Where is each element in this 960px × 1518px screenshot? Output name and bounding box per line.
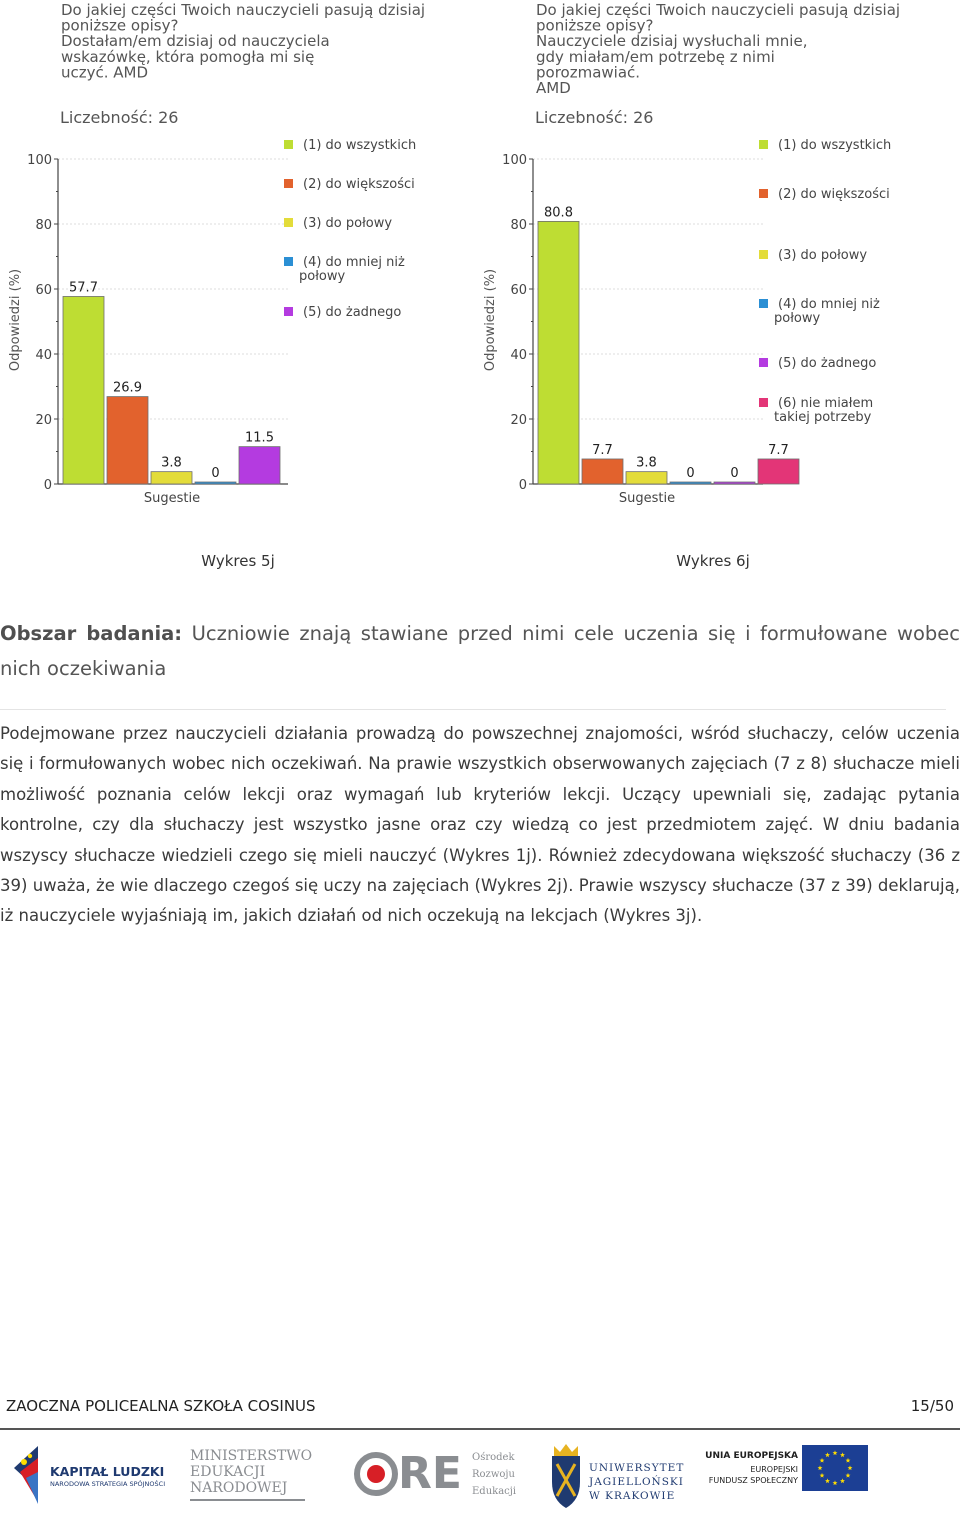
x-axis-label: Sugestie xyxy=(618,491,676,506)
men-logo xyxy=(190,1438,315,1513)
bar-1 xyxy=(538,221,579,484)
legend-swatch xyxy=(284,218,293,227)
legend-swatch xyxy=(759,358,768,367)
legend-label: takiej potrzeby xyxy=(774,410,872,425)
legend-label: połowy xyxy=(774,311,821,326)
legend-label: (4) do mniej niż xyxy=(778,297,880,312)
bar-value-label: 0 xyxy=(686,466,695,481)
chart-title-line: Do jakiej części Twoich nauczycieli pasują dzisiaj xyxy=(61,1,426,19)
y-tick-label: 20 xyxy=(35,413,52,428)
legend-label: (3) do połowy xyxy=(303,216,393,231)
legend-label: (1) do wszystkich xyxy=(778,138,892,153)
bar-value-label: 0 xyxy=(211,466,220,481)
ore-line-2: Rozwoju xyxy=(472,1469,515,1480)
footer-school-name: ZAOCZNA POLICEALNA SZKOŁA COSINUS xyxy=(6,1397,316,1415)
chart-title-line: poniższe opisy? xyxy=(61,16,179,35)
y-tick-label: 100 xyxy=(27,153,52,168)
bar-2 xyxy=(107,397,148,484)
legend-label: (5) do żadnego xyxy=(778,356,877,371)
uj-line-2: JAGIELLOŃSKI xyxy=(589,1476,684,1488)
legend-swatch xyxy=(284,140,293,149)
uj-crest-icon xyxy=(546,1438,586,1513)
bar-2 xyxy=(582,459,623,484)
chart-6j xyxy=(475,0,945,520)
bar-5 xyxy=(714,482,755,484)
y-tick-label: 40 xyxy=(35,348,52,363)
y-axis-label: Odpowiedzi (%) xyxy=(8,268,23,372)
legend-label: (1) do wszystkich xyxy=(303,138,417,153)
eu-line-1: UNIA EUROPEJSKA xyxy=(705,1451,798,1461)
footer-page-number: 15/50 xyxy=(910,1397,954,1415)
bar-value-label: 26.9 xyxy=(113,380,142,396)
legend-swatch xyxy=(284,179,293,188)
men-line-2: EDUKACJI xyxy=(190,1464,266,1480)
legend-label: (6) nie miałem xyxy=(778,396,874,411)
bar-value-label: 57.7 xyxy=(69,280,98,296)
bar-value-label: 0 xyxy=(730,466,739,481)
men-line-3: NARODOWEJ xyxy=(190,1480,288,1496)
section-heading xyxy=(0,616,960,686)
bar-value-label: 7.7 xyxy=(768,442,789,458)
chart-title-line: porozmawiać. xyxy=(536,63,641,82)
chart-6j-svg xyxy=(475,0,945,520)
uj-line-3: W KRAKOWIE xyxy=(589,1490,676,1502)
bar-3 xyxy=(626,472,667,484)
chart-title-line: wskazówkę, która pomogła mi się xyxy=(61,47,315,66)
ore-wordmark: RE xyxy=(398,1448,462,1499)
kapital-ludzki-name: KAPITAŁ LUDZKI xyxy=(50,1464,165,1479)
chart-6j-caption: Wykres 6j xyxy=(676,552,750,570)
divider xyxy=(0,709,946,710)
chart-title-line: Do jakiej części Twoich nauczycieli pasują dzisiaj xyxy=(536,1,901,19)
chart-count-label: Liczebność: 26 xyxy=(60,108,179,127)
y-tick-label: 80 xyxy=(510,218,527,233)
bar-value-label: 11.5 xyxy=(245,430,274,446)
eu-flag-icon xyxy=(802,1445,868,1491)
legend-label: (2) do większości xyxy=(303,177,415,192)
y-axis-label: Odpowiedzi (%) xyxy=(483,268,498,372)
bar-value-label: 3.8 xyxy=(636,455,657,471)
legend-swatch xyxy=(284,257,293,266)
bar-6 xyxy=(758,459,799,484)
y-tick-label: 80 xyxy=(35,218,52,233)
y-tick-label: 40 xyxy=(510,348,527,363)
y-tick-label: 0 xyxy=(43,478,52,493)
chart-title-line: uczyć. AMD xyxy=(61,63,149,82)
chart-title-line: gdy miałam/em potrzebę z nimi xyxy=(536,47,775,66)
legend-swatch xyxy=(759,398,768,407)
men-underline xyxy=(190,1499,305,1501)
bar-4 xyxy=(195,482,236,484)
footer-logos xyxy=(0,1438,960,1513)
ore-logo xyxy=(352,1438,522,1513)
men-line-1: MINISTERSTWO xyxy=(190,1448,313,1464)
y-tick-label: 20 xyxy=(510,413,527,428)
y-tick-label: 60 xyxy=(35,283,52,298)
ore-line-3: Edukacji xyxy=(472,1486,517,1497)
bar-value-label: 80.8 xyxy=(544,205,573,221)
y-tick-label: 0 xyxy=(518,478,527,493)
eu-line-3: FUNDUSZ SPOŁECZNY xyxy=(708,1476,798,1485)
chart-5j-svg xyxy=(0,0,470,520)
legend-label: (4) do mniej niż xyxy=(303,255,405,270)
legend-label: połowy xyxy=(299,269,346,284)
chart-count-label: Liczebność: 26 xyxy=(535,108,654,127)
kapital-ludzki-logo xyxy=(8,1438,173,1513)
chart-title-line: AMD xyxy=(536,79,571,97)
legend-swatch xyxy=(759,140,768,149)
kapital-ludzki-subtitle: NARODOWA STRATEGIA SPÓJNOŚCI xyxy=(50,1480,166,1488)
bar-value-label: 3.8 xyxy=(161,455,182,471)
y-tick-label: 60 xyxy=(510,283,527,298)
chart-5j-caption: Wykres 5j xyxy=(201,552,275,570)
chart-title-line: poniższe opisy? xyxy=(536,16,654,35)
bar-3 xyxy=(151,472,192,484)
legend-label: (5) do żadnego xyxy=(303,305,402,320)
y-tick-label: 100 xyxy=(502,153,527,168)
section-label: Obszar badania: xyxy=(0,622,183,645)
bar-5 xyxy=(239,447,280,484)
chart-title-line: Nauczyciele dzisiaj wysłuchali mnie, xyxy=(536,32,808,51)
eu-logo xyxy=(706,1438,876,1513)
legend-swatch xyxy=(759,189,768,198)
footer-divider xyxy=(0,1428,960,1430)
legend-label: (3) do połowy xyxy=(778,248,868,263)
bar-1 xyxy=(63,296,104,484)
x-axis-label: Sugestie xyxy=(143,491,201,506)
ore-line-1: Ośrodek xyxy=(472,1452,515,1463)
ore-o-icon xyxy=(352,1438,398,1513)
chart-5j xyxy=(0,0,470,520)
eu-line-2: EUROPEJSKI xyxy=(750,1465,798,1474)
bar-value-label: 7.7 xyxy=(592,442,613,458)
bar-4 xyxy=(670,482,711,484)
legend-swatch xyxy=(284,307,293,316)
section-title: Uczniowie znają stawiane przed nimi cele uczenia się i formułowane wobec nich oczekiwania xyxy=(0,622,960,680)
legend-label: (2) do większości xyxy=(778,187,890,202)
legend-swatch xyxy=(759,250,768,259)
body-paragraph: Podejmowane przez nauczycieli działania prowadzą do powszechnej znajomości, wśród słuchaczy, celów uczenia się i formułowanych wobec nich oczekiwań. Na prawie wszystkich obserwowanych zajęciach (7 z 8) słuchacze mieli możliwość poznania celów lekcji oraz wymagań lub kryteriów lekcji. Uczący upewniali się, zadając pytania kontrolne, czy dla słuchaczy jest wszystko jasne oraz czy wiedzą co jest przedmiotem zajęć. W dniu badania wszyscy słuchacze wiedzieli czego się mieli nauczyć (Wykres 1j). Również zdecydowana większość słuchaczy (36 z 39) uważa, że wie dlaczego czegoś się uczy na zajęciach (Wykres 2j). Prawie wszyscy słuchacze (37 z 39) deklarują, iż nauczyciele wyjaśniają im, jakich działań od nich oczekują na lekcjach (Wykres 3j). xyxy=(0,724,960,926)
uj-logo xyxy=(546,1438,686,1513)
chart-title-line: Dostałam/em dzisiaj od nauczyciela xyxy=(61,32,330,51)
legend-swatch xyxy=(759,299,768,308)
uj-line-1: UNIWERSYTET xyxy=(589,1462,685,1474)
